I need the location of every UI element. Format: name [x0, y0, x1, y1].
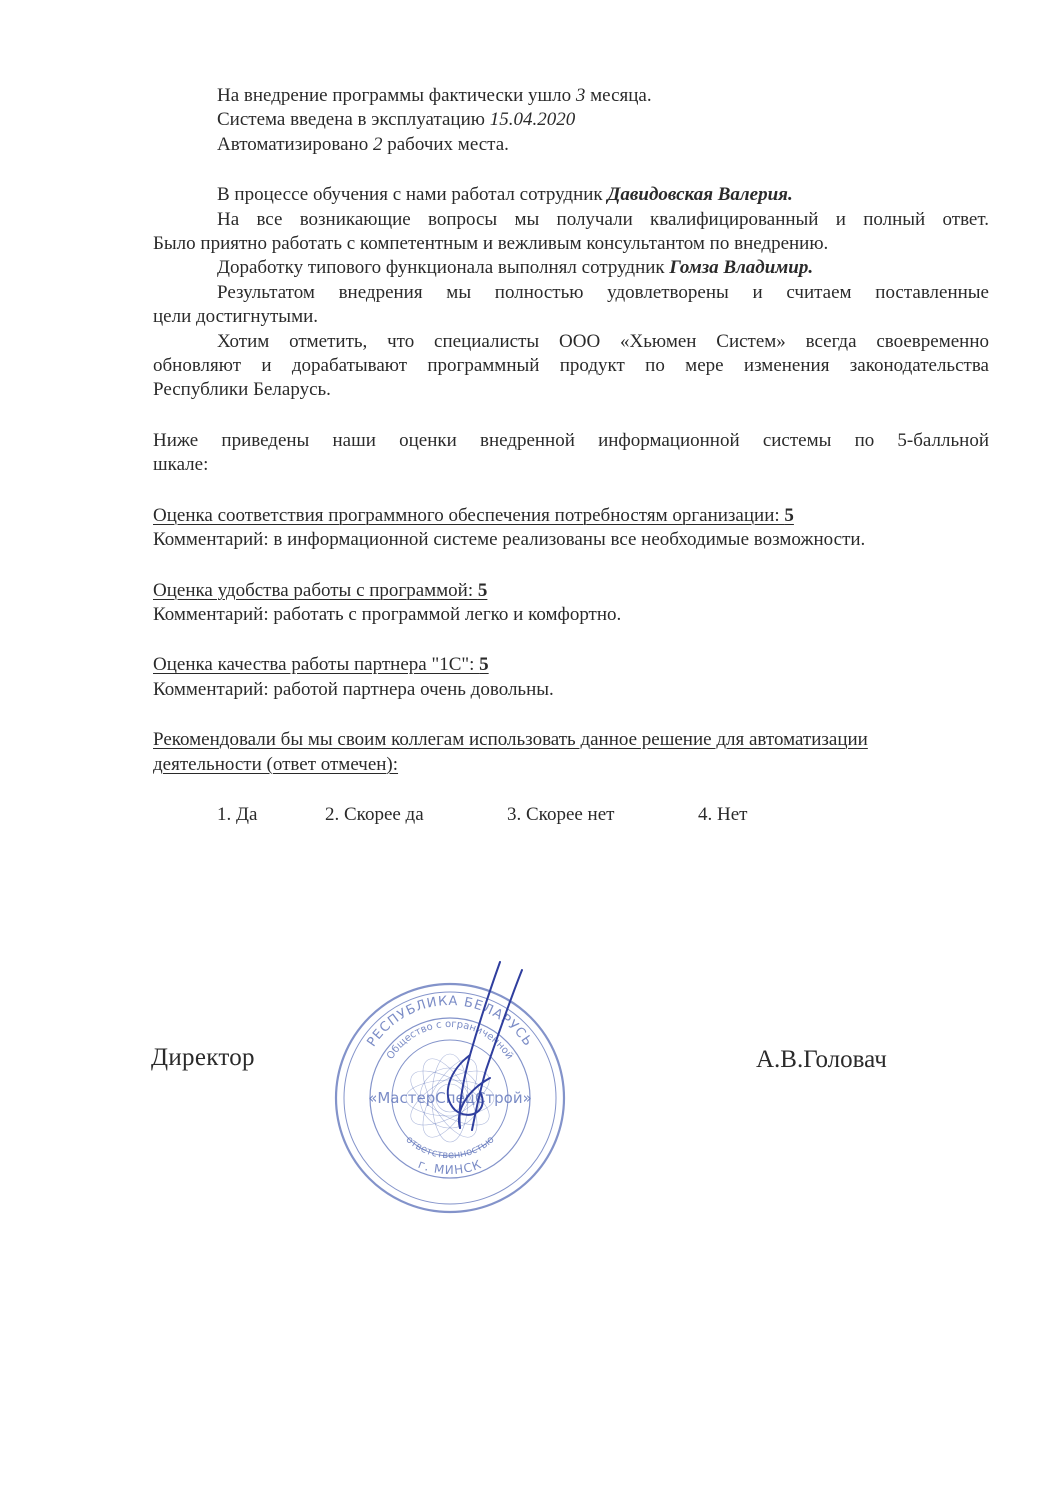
signer-title: Директор	[151, 1044, 255, 1071]
result-paragraph-line-2: цели достигнутыми.	[153, 306, 319, 328]
signer-name: А.В.Головач	[756, 1046, 887, 1073]
signature-row	[0, 1044, 1061, 1084]
ratings-intro-line-2: шкале:	[153, 454, 209, 476]
launch-date: Система введена в эксплуатацию 15.04.2020	[217, 109, 576, 131]
option-rather-yes: 2. Скорее да	[325, 803, 424, 825]
svg-text:Общество с ограниченной: Общество с ограниченной	[385, 1018, 515, 1062]
rating-fit-comment: Комментарий: в информационной системе реализованы все необходимые возможности.	[153, 529, 866, 551]
vendor-paragraph-line-2: обновляют и дорабатывают программный продукт по мере изменения законодательства	[153, 355, 989, 377]
rating-partner-comment: Комментарий: работой партнера очень довольны.	[153, 678, 554, 700]
option-rather-no: 3. Скорее нет	[507, 803, 615, 825]
rating-partner-heading: Оценка качества работы партнера "1С": 5	[153, 654, 489, 676]
svg-text:г. МИНСК: г. МИНСК	[416, 1156, 484, 1178]
svg-text:ответственностью: ответственностью	[403, 1134, 497, 1162]
svg-text:РЕСПУБЛИКА БЕЛАРУСЬ: РЕСПУБЛИКА БЕЛАРУСЬ	[364, 993, 536, 1050]
support-paragraph-line-2: Было приятно работать с компетентным и вежливым консультантом по внедрению.	[153, 233, 829, 255]
implementation-duration: На внедрение программы фактически ушло 3 месяца.	[217, 85, 652, 106]
recommend-options	[153, 803, 989, 827]
rating-fit-score: 5	[784, 504, 794, 526]
stamp-company: «МастерСпецСтрой»	[368, 1089, 532, 1107]
recommend-question-line-1: Рекомендовали бы мы своим коллегам использовать данное решение для автоматизации	[153, 729, 868, 751]
workplaces-count: Автоматизировано 2 рабочих места.	[217, 133, 509, 155]
rating-usability-comment: Комментарий: работать с программой легко и комфортно.	[153, 603, 622, 625]
result-paragraph-line-1: Результатом внедрения мы полностью удовлетворены и считаем поставленные	[217, 281, 989, 303]
rating-fit-heading: Оценка соответствия программного обеспечения потребностям организации: 5	[153, 504, 794, 526]
vendor-paragraph-line-3: Республики Беларусь.	[153, 379, 331, 401]
developer-paragraph: Доработку типового функционала выполнял сотрудник Гомза Владимир.	[217, 257, 814, 279]
support-paragraph-line-1: На все возникающие вопросы мы получали квалифицированный и полный ответ.	[217, 208, 989, 230]
trainer-paragraph: В процессе обучения с нами работал сотрудник Давидовская Валерия.	[217, 184, 793, 206]
vendor-paragraph-line-1: Хотим отметить, что специалисты ООО «Хьюмен Систем» всегда своевременно	[217, 330, 989, 352]
rating-usability-score: 5	[477, 579, 488, 601]
rating-partner-score: 5	[479, 654, 489, 676]
option-no: 4. Нет	[698, 803, 748, 825]
recommend-question-line-2: деятельности (ответ отмечен):	[153, 753, 399, 775]
rating-usability-heading: Оценка удобства работы с программой: 5	[153, 579, 488, 601]
letter-body	[153, 84, 989, 827]
ratings-intro-line-1: Ниже приведены наши оценки внедренной информационной системы по 5-балльной	[153, 429, 989, 451]
company-stamp	[330, 960, 570, 1230]
option-yes: 1. Да	[217, 803, 258, 825]
